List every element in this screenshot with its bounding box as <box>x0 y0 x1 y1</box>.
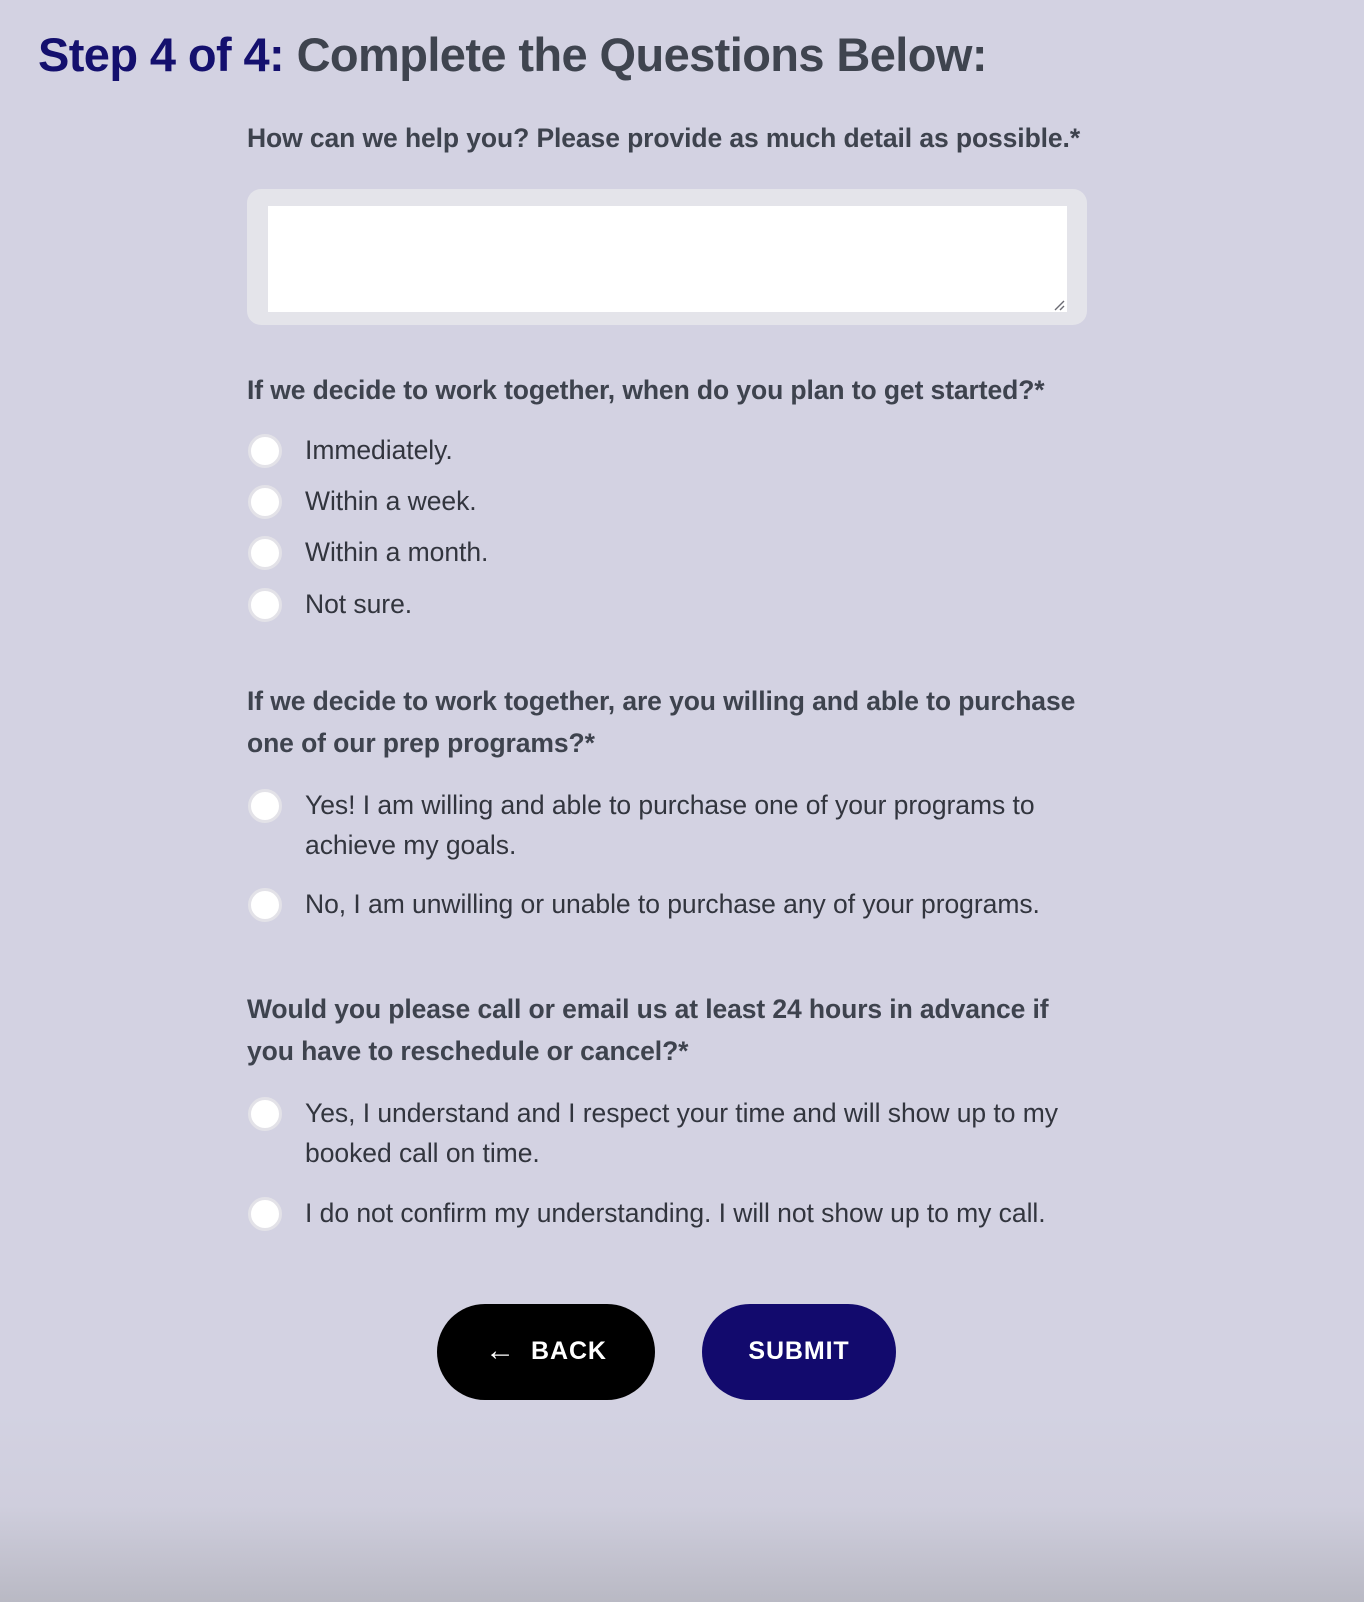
radio-group-reschedule-notice <box>247 1087 1087 1246</box>
radio-option-start-timeline-1[interactable] <box>247 477 1087 528</box>
questionnaire-form <box>0 118 1364 1246</box>
radio-option-label: Yes, I understand and I respect your time and will show up to my booked call on time. <box>305 1098 1058 1169</box>
back-button[interactable] <box>437 1304 655 1400</box>
radio-option-label: Yes! I am willing and able to purchase one of your programs to achieve my goals. <box>305 789 1035 860</box>
radio-button-icon[interactable] <box>248 536 282 570</box>
radio-option-purchase-willingness-0[interactable] <box>247 779 1087 879</box>
arrow-left-icon: ← <box>485 1333 517 1367</box>
radio-button-icon[interactable] <box>248 434 282 468</box>
radio-option-start-timeline-0[interactable] <box>247 426 1087 477</box>
radio-button-icon[interactable] <box>248 888 282 922</box>
help-detail-textarea[interactable] <box>268 206 1067 312</box>
help-detail-textarea-wrapper <box>247 189 1087 325</box>
radio-option-purchase-willingness-1[interactable] <box>247 878 1087 937</box>
radio-option-start-timeline-2[interactable] <box>247 528 1087 579</box>
radio-button-icon[interactable] <box>248 1097 282 1131</box>
radio-option-reschedule-notice-1[interactable] <box>247 1187 1087 1246</box>
radio-group-start-timeline <box>247 426 1087 631</box>
question-label-reschedule-notice: Would you please call or email us at least 24 hours in advance if you have to reschedule or cancel?* <box>247 994 1049 1067</box>
radio-option-label: Not sure. <box>305 588 413 619</box>
question-block-purchase-willingness <box>247 681 1087 938</box>
question-label-start-timeline: If we decide to work together, when do you plan to get started?* <box>247 374 1045 405</box>
radio-option-label: Within a month. <box>305 537 489 568</box>
radio-button-icon[interactable] <box>248 789 282 823</box>
radio-option-label: No, I am unwilling or unable to purchase any of your programs. <box>305 889 1040 920</box>
question-label-help-detail: How can we help you? Please provide as much detail as possible.* <box>247 123 1081 154</box>
page-title <box>0 0 1364 82</box>
radio-option-start-timeline-3[interactable] <box>247 580 1087 631</box>
radio-button-icon[interactable] <box>248 1197 282 1231</box>
back-button-label: BACK <box>531 1337 607 1366</box>
radio-option-reschedule-notice-0[interactable] <box>247 1087 1087 1187</box>
step-indicator-label: Step 4 of 4: <box>38 28 285 81</box>
question-block-help-detail <box>247 118 1087 325</box>
question-label-purchase-willingness: If we decide to work together, are you willing and able to purchase one of our prep programs?* <box>247 685 1076 758</box>
question-block-start-timeline <box>247 370 1087 631</box>
form-actions <box>0 1304 1364 1400</box>
radio-option-label: Within a week. <box>305 486 477 517</box>
radio-button-icon[interactable] <box>248 485 282 519</box>
page-title-rest: Complete the Questions Below: <box>284 28 987 81</box>
radio-group-purchase-willingness <box>247 779 1087 938</box>
radio-button-icon[interactable] <box>248 588 282 622</box>
radio-option-label: Immediately. <box>305 434 453 465</box>
submit-button-label: SUBMIT <box>748 1337 850 1366</box>
question-block-reschedule-notice <box>247 989 1087 1246</box>
submit-button[interactable] <box>702 1304 896 1400</box>
radio-option-label: I do not confirm my understanding. I will not show up to my call. <box>305 1197 1046 1228</box>
